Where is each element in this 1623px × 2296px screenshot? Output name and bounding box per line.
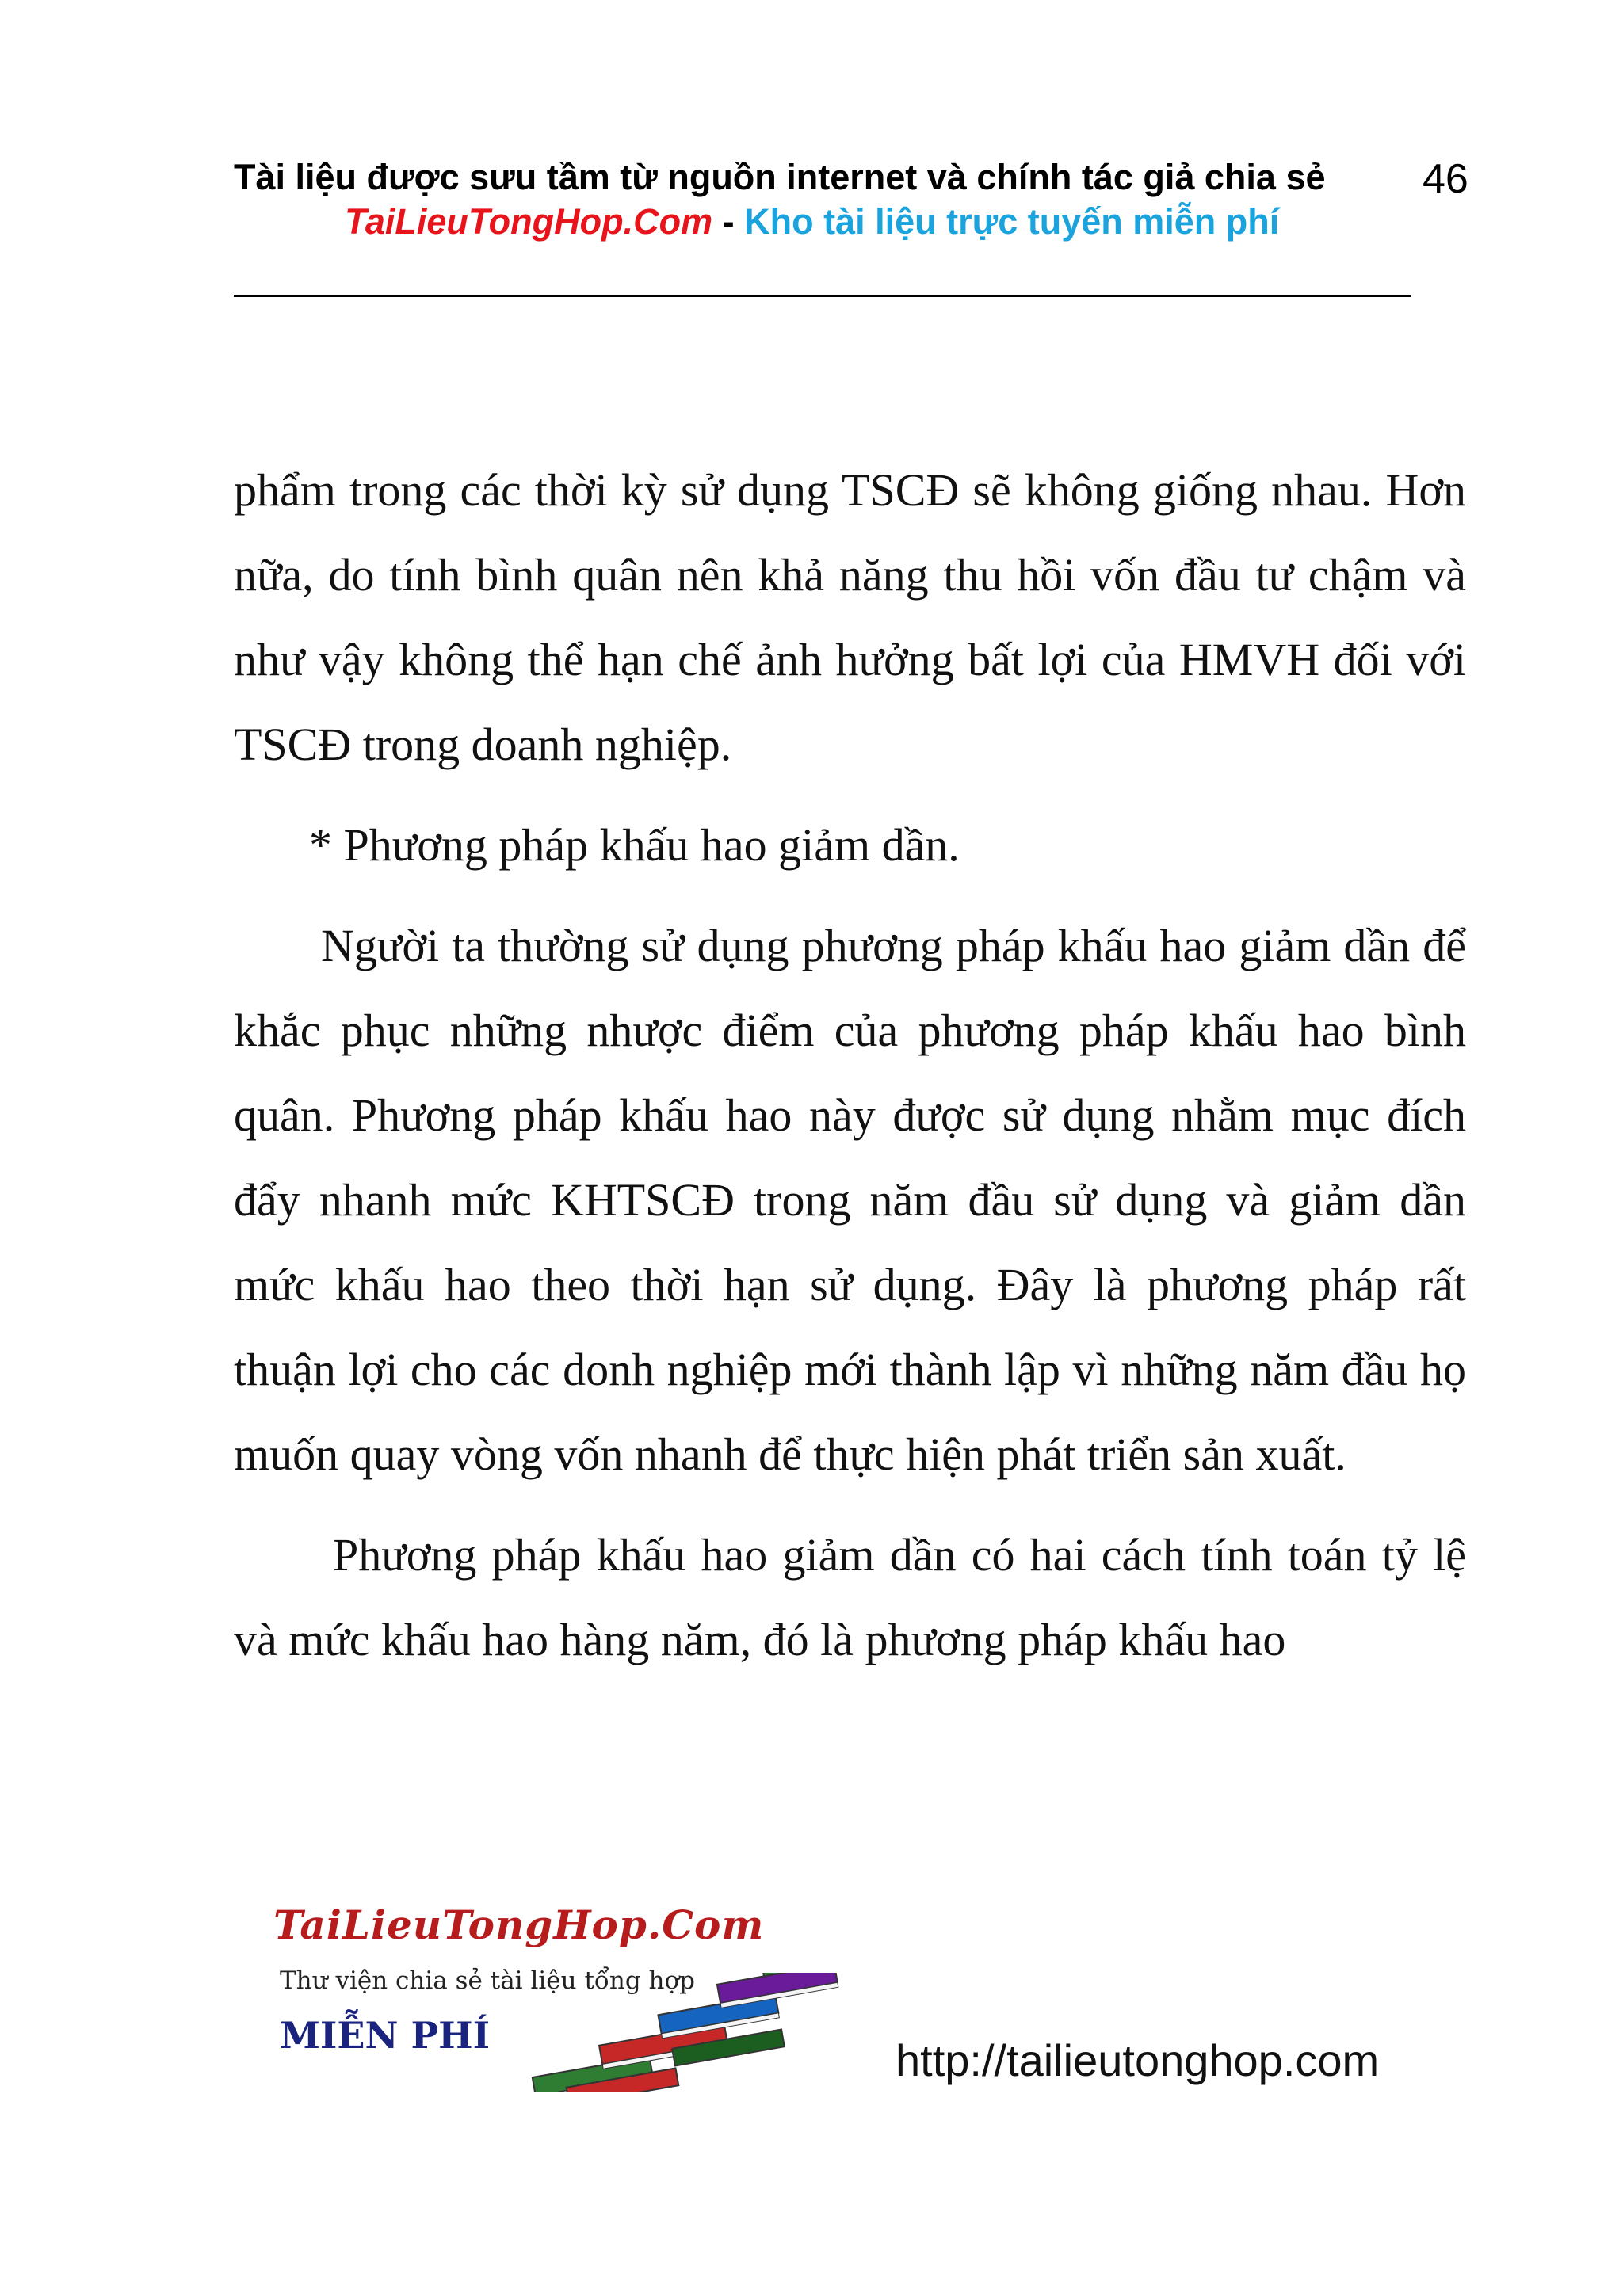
header-separator: -	[712, 201, 745, 242]
logo-free-text: MIỄN PHÍ	[280, 2014, 491, 2057]
body-paragraph: Phương pháp khấu hao giảm dần có hai cách tính toán tỷ lệ và mức khấu hao hàng năm, đó là phương pháp khấu hao	[234, 1529, 1466, 1665]
page-number: 46	[1423, 156, 1468, 202]
body-paragraph: phẩm trong các thời kỳ sử dụng TSCĐ sẽ không giống nhau. Hơn nữa, do tính bình quân nên khả năng thu hồi vốn đầu tư chậm và như vậy không thể hạn chế ảnh hưởng bất lợi của HMVH đối với TSCĐ trong doanh nghiệp.	[234, 464, 1466, 770]
header-source-note: Tài liệu được sưu tầm từ nguồn internet và chính tác giả chia sẻ	[234, 157, 1326, 197]
logo-tagline: Thư viện chia sẻ tài liệu tổng hợp	[280, 1966, 696, 1995]
body-paragraph: Người ta thường sử dụng phương pháp khấu hao giảm dần để khắc phục những nhược điểm của phương pháp khấu hao bình quân. Phương pháp khấu hao này được sử dụng nhằm mục đích đẩy nhanh mức KHTSCĐ trong năm đầu sử dụng và giảm dần mức khấu hao theo thời hạn sử dụng. Đây là phương pháp rất thuận lợi cho các donh nghiệp mới thành lập vì những năm đầu họ muốn quay vòng vốn nhanh để thực hiện phát triển sản xuất.	[234, 920, 1466, 1480]
document-body	[234, 448, 1466, 1682]
header-divider	[234, 295, 1411, 297]
footer-url-link[interactable]: http://tailieutonghop.com	[896, 2035, 1380, 2085]
header-site-name[interactable]: TaiLieuTongHop.Com	[345, 201, 713, 242]
section-heading: * Phương pháp khấu hao giảm dần.	[309, 819, 960, 871]
logo-brand-text: TaiLieuTongHop.Com	[273, 1901, 765, 1948]
header-site-line	[345, 201, 1279, 242]
header-tagline: Kho tài liệu trực tuyến miễn phí	[744, 201, 1280, 242]
footer-logo[interactable]	[273, 1901, 888, 2092]
books-icon	[511, 1973, 884, 2092]
